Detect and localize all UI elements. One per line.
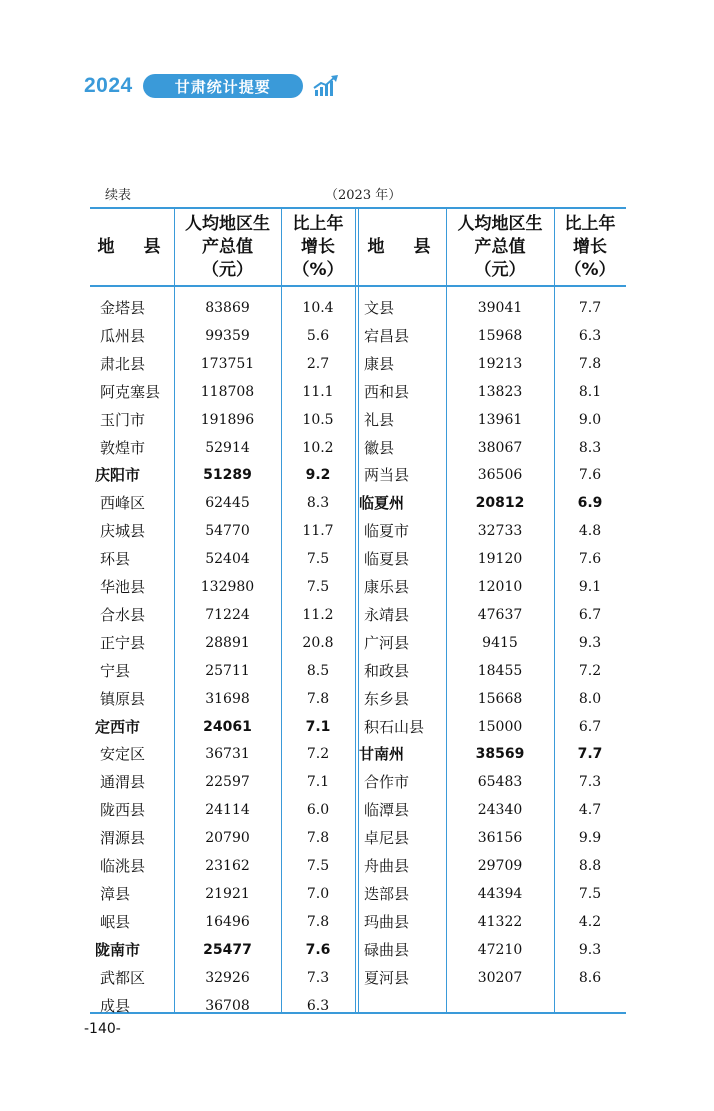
header-region-label: 地 县 bbox=[367, 236, 437, 257]
gdp-per-capita-value: 24114 bbox=[205, 802, 250, 819]
gdp-per-capita-value: 71224 bbox=[205, 606, 250, 623]
region-name: 临夏县 bbox=[364, 550, 410, 569]
growth-rate-value: 9.2 bbox=[305, 467, 331, 484]
region-name: 文县 bbox=[364, 299, 395, 317]
table-row bbox=[90, 713, 626, 741]
gdp-per-capita-value: 83869 bbox=[205, 300, 250, 316]
gdp-per-capita-value: 65483 bbox=[477, 774, 523, 791]
growth-rate-value: 7.7 bbox=[577, 746, 603, 763]
region-name: 徽县 bbox=[364, 438, 395, 457]
region-name: 宁县 bbox=[100, 661, 131, 680]
gdp-per-capita-value: 44394 bbox=[477, 885, 523, 902]
table-row bbox=[90, 378, 626, 406]
header-gdp-right bbox=[446, 209, 554, 285]
growth-rate-value: 8.6 bbox=[578, 969, 602, 986]
region-name: 礼县 bbox=[364, 410, 395, 429]
region-name: 瓜州县 bbox=[100, 326, 146, 345]
region-name: 临潭县 bbox=[364, 801, 410, 820]
table-row bbox=[90, 964, 626, 992]
gdp-per-capita-value: 18455 bbox=[477, 662, 523, 679]
table-row bbox=[90, 852, 626, 880]
gdp-per-capita-value: 191896 bbox=[200, 411, 255, 428]
header-gdp-line1: 人均地区生 bbox=[185, 213, 270, 234]
table-year-note: （2023 年） bbox=[325, 188, 402, 203]
region-name: 玉门市 bbox=[100, 410, 146, 429]
gdp-per-capita-value: 12010 bbox=[477, 579, 523, 595]
growth-rate-value: 9.1 bbox=[578, 579, 602, 595]
gdp-per-capita-value: 36156 bbox=[477, 830, 523, 847]
header-growth-line1: 比上年 bbox=[564, 213, 616, 234]
table-row bbox=[90, 824, 626, 852]
region-name: 岷县 bbox=[100, 912, 131, 931]
region-name: 东乡县 bbox=[364, 689, 410, 708]
statistics-table bbox=[90, 207, 626, 1014]
table-row bbox=[90, 796, 626, 824]
gdp-per-capita-value: 54770 bbox=[205, 523, 250, 540]
region-name: 西和县 bbox=[364, 382, 410, 401]
region-name: 合水县 bbox=[100, 605, 146, 624]
region-name: 临夏市 bbox=[364, 522, 410, 541]
header-growth-unit: （%） bbox=[292, 259, 344, 280]
region-name: 舟曲县 bbox=[364, 857, 410, 875]
region-name: 金塔县 bbox=[100, 299, 146, 317]
header-growth-line1: 比上年 bbox=[292, 213, 344, 234]
growth-rate-value: 7.5 bbox=[578, 885, 602, 902]
region-name: 和政县 bbox=[364, 661, 410, 680]
header-growth-right bbox=[554, 209, 626, 285]
growth-rate-value: 7.8 bbox=[578, 355, 602, 372]
growth-rate-value: 6.3 bbox=[306, 997, 330, 1014]
region-name: 渭源县 bbox=[100, 829, 146, 848]
table-row bbox=[90, 601, 626, 629]
region-name: 陇南市 bbox=[95, 940, 141, 959]
table-row bbox=[90, 936, 626, 964]
header-gdp-line1: 人均地区生 bbox=[457, 213, 543, 234]
gdp-per-capita-value: 52404 bbox=[205, 551, 250, 568]
growth-rate-value: 7.8 bbox=[306, 690, 330, 707]
gdp-per-capita-value: 132980 bbox=[200, 579, 255, 595]
region-name: 阿克塞县 bbox=[100, 382, 161, 401]
gdp-per-capita-value: 32733 bbox=[477, 523, 523, 540]
gdp-per-capita-value: 19120 bbox=[477, 551, 523, 568]
region-name: 宕昌县 bbox=[364, 326, 410, 345]
gdp-per-capita-value: 173751 bbox=[200, 355, 255, 372]
region-name: 敦煌市 bbox=[100, 438, 146, 457]
growth-rate-value: 7.3 bbox=[578, 774, 602, 791]
growth-rate-value: 7.1 bbox=[306, 774, 330, 791]
region-name: 正宁县 bbox=[100, 633, 146, 652]
region-name: 西峰区 bbox=[100, 494, 146, 513]
growth-rate-value: 9.9 bbox=[578, 830, 602, 847]
gdp-per-capita-value: 36731 bbox=[205, 746, 250, 763]
header-growth-line2: 增长 bbox=[301, 236, 335, 257]
growth-rate-value: 8.0 bbox=[578, 690, 602, 707]
region-name: 合作市 bbox=[364, 773, 410, 792]
growth-rate-value: 8.1 bbox=[578, 383, 602, 400]
growth-rate-value: 11.7 bbox=[302, 523, 334, 540]
region-name: 卓尼县 bbox=[364, 829, 410, 848]
gdp-per-capita-value: 25477 bbox=[203, 941, 252, 958]
table-row bbox=[90, 740, 626, 768]
table-row bbox=[90, 685, 626, 713]
growth-rate-value: 8.3 bbox=[578, 439, 602, 456]
region-name: 安定区 bbox=[100, 745, 146, 764]
growth-rate-value: 7.1 bbox=[305, 718, 331, 735]
region-name: 碌曲县 bbox=[364, 940, 410, 959]
gdp-per-capita-value: 39041 bbox=[477, 300, 523, 316]
gdp-per-capita-value: 30207 bbox=[477, 969, 523, 986]
gdp-per-capita-value: 38067 bbox=[477, 439, 523, 456]
growth-rate-value: 10.4 bbox=[302, 300, 334, 316]
gdp-per-capita-value: 24061 bbox=[203, 718, 252, 735]
gdp-per-capita-value: 52914 bbox=[205, 439, 250, 456]
region-name: 积石山县 bbox=[364, 717, 425, 736]
header-region-right bbox=[358, 209, 446, 285]
growth-rate-value: 7.2 bbox=[306, 746, 330, 763]
gdp-per-capita-value: 51289 bbox=[203, 467, 252, 484]
growth-rate-value: 7.6 bbox=[578, 467, 602, 484]
region-name: 庆城县 bbox=[100, 522, 146, 541]
region-name: 陇西县 bbox=[100, 801, 146, 820]
growth-rate-value: 9.3 bbox=[578, 941, 602, 958]
gdp-per-capita-value: 23162 bbox=[205, 858, 250, 874]
growth-rate-value: 2.7 bbox=[306, 355, 330, 372]
page-number: -140- bbox=[84, 1021, 121, 1037]
gdp-per-capita-value: 19213 bbox=[477, 355, 523, 372]
header-gdp-unit: （元） bbox=[202, 259, 253, 280]
region-name: 永靖县 bbox=[364, 605, 410, 624]
growth-rate-value: 4.2 bbox=[578, 913, 602, 930]
growth-rate-value: 7.5 bbox=[306, 579, 330, 595]
table-row bbox=[90, 880, 626, 908]
growth-rate-value: 9.3 bbox=[578, 634, 602, 651]
region-name: 武都区 bbox=[100, 968, 146, 987]
gdp-per-capita-value: 21921 bbox=[205, 885, 250, 902]
gdp-per-capita-value: 9415 bbox=[482, 634, 518, 651]
growth-rate-value: 20.8 bbox=[302, 634, 334, 651]
growth-rate-value: 11.1 bbox=[302, 383, 334, 400]
growth-rate-value: 10.5 bbox=[302, 411, 334, 428]
region-name: 夏河县 bbox=[364, 968, 410, 987]
table-row bbox=[90, 992, 626, 1020]
growth-rate-value: 7.5 bbox=[306, 858, 330, 874]
gdp-per-capita-value: 20812 bbox=[475, 495, 525, 512]
gdp-per-capita-value: 62445 bbox=[205, 495, 250, 512]
growth-rate-value: 7.6 bbox=[578, 551, 602, 568]
gdp-per-capita-value: 41322 bbox=[477, 913, 523, 930]
header-gdp-left bbox=[174, 209, 281, 285]
growth-rate-value: 7.5 bbox=[306, 551, 330, 568]
table-row bbox=[90, 573, 626, 601]
table-continued-label: 续表 bbox=[105, 188, 132, 203]
gdp-per-capita-value: 29709 bbox=[477, 858, 523, 874]
region-name: 成县 bbox=[100, 996, 131, 1015]
growth-rate-value: 7.2 bbox=[578, 662, 602, 679]
chart-trend-icon bbox=[313, 74, 339, 98]
region-name: 甘南州 bbox=[359, 745, 405, 764]
table-row bbox=[90, 545, 626, 573]
table-row bbox=[90, 908, 626, 936]
gdp-per-capita-value: 25711 bbox=[205, 662, 250, 679]
region-name: 通渭县 bbox=[100, 773, 146, 792]
growth-rate-value: 8.5 bbox=[306, 662, 330, 679]
header-gdp-line2: 产总值 bbox=[474, 236, 526, 257]
region-name: 玛曲县 bbox=[364, 912, 410, 931]
table-row bbox=[90, 294, 626, 322]
growth-rate-value: 6.7 bbox=[578, 606, 602, 623]
growth-rate-value: 7.6 bbox=[305, 941, 331, 958]
gdp-per-capita-value: 31698 bbox=[205, 690, 250, 707]
region-name: 康县 bbox=[364, 354, 395, 373]
growth-rate-value: 8.8 bbox=[578, 858, 602, 874]
gdp-per-capita-value: 32926 bbox=[205, 969, 250, 986]
header-gdp-line2: 产总值 bbox=[202, 236, 253, 257]
growth-rate-value: 4.7 bbox=[578, 802, 602, 819]
gdp-per-capita-value: 22597 bbox=[205, 774, 250, 791]
table-row bbox=[90, 768, 626, 796]
header-region-label: 地 县 bbox=[97, 236, 167, 257]
header-growth-unit: （%） bbox=[564, 259, 616, 280]
header-year: 2024 bbox=[84, 74, 133, 97]
growth-rate-value: 11.2 bbox=[302, 606, 334, 623]
header-title: 甘肃统计提要 bbox=[143, 74, 303, 98]
growth-rate-value: 10.2 bbox=[302, 439, 334, 456]
table-row bbox=[90, 629, 626, 657]
growth-rate-value: 7.0 bbox=[306, 885, 330, 902]
region-name: 迭部县 bbox=[364, 884, 410, 903]
growth-rate-value: 7.7 bbox=[578, 300, 602, 316]
page-header bbox=[84, 72, 339, 100]
gdp-per-capita-value: 15968 bbox=[477, 327, 523, 344]
gdp-per-capita-value: 13961 bbox=[477, 411, 523, 428]
gdp-per-capita-value: 16496 bbox=[205, 913, 250, 930]
growth-rate-value: 6.9 bbox=[577, 495, 603, 512]
header-region-left bbox=[90, 209, 174, 285]
header-growth-left bbox=[281, 209, 355, 285]
gdp-per-capita-value: 36506 bbox=[477, 467, 523, 484]
region-name: 华池县 bbox=[100, 578, 146, 596]
gdp-per-capita-value: 24340 bbox=[477, 802, 523, 819]
gdp-per-capita-value: 13823 bbox=[477, 383, 523, 400]
growth-rate-value: 6.0 bbox=[306, 802, 330, 819]
gdp-per-capita-value: 20790 bbox=[205, 830, 250, 847]
header-growth-line2: 增长 bbox=[573, 236, 607, 257]
growth-rate-value: 9.0 bbox=[578, 411, 602, 428]
gdp-per-capita-value: 118708 bbox=[200, 383, 255, 400]
growth-rate-value: 7.8 bbox=[306, 830, 330, 847]
table-row bbox=[90, 434, 626, 462]
region-name: 临洮县 bbox=[100, 857, 146, 875]
table-row bbox=[90, 517, 626, 545]
growth-rate-value: 7.3 bbox=[306, 969, 330, 986]
gdp-per-capita-value: 15668 bbox=[477, 690, 523, 707]
region-name: 定西市 bbox=[95, 717, 141, 736]
region-name: 临夏州 bbox=[359, 494, 405, 513]
gdp-per-capita-value: 47210 bbox=[477, 941, 523, 958]
table-row bbox=[90, 322, 626, 350]
gdp-per-capita-value: 28891 bbox=[205, 634, 250, 651]
header-gdp-unit: （元） bbox=[474, 259, 526, 280]
region-name: 肃北县 bbox=[100, 354, 146, 373]
region-name: 康乐县 bbox=[364, 578, 410, 596]
table-row bbox=[90, 406, 626, 434]
region-name: 两当县 bbox=[364, 466, 410, 485]
region-name: 庆阳市 bbox=[95, 466, 141, 485]
gdp-per-capita-value: 15000 bbox=[477, 718, 523, 735]
growth-rate-value: 5.6 bbox=[306, 327, 330, 344]
growth-rate-value: 6.3 bbox=[578, 327, 602, 344]
gdp-per-capita-value: 36708 bbox=[205, 997, 250, 1014]
growth-rate-value: 8.3 bbox=[306, 495, 330, 512]
gdp-per-capita-value: 38569 bbox=[475, 746, 525, 763]
gdp-per-capita-value: 99359 bbox=[205, 327, 250, 344]
table-row bbox=[90, 657, 626, 685]
table-row bbox=[90, 350, 626, 378]
growth-rate-value: 6.7 bbox=[578, 718, 602, 735]
header-rule bbox=[90, 285, 626, 287]
region-name: 漳县 bbox=[100, 884, 131, 903]
growth-rate-value: 7.8 bbox=[306, 913, 330, 930]
table-row bbox=[90, 489, 626, 517]
gdp-per-capita-value: 47637 bbox=[477, 606, 523, 623]
region-name: 镇原县 bbox=[100, 689, 146, 708]
region-name: 环县 bbox=[100, 550, 131, 569]
growth-rate-value: 4.8 bbox=[578, 523, 602, 540]
region-name: 广河县 bbox=[364, 633, 410, 652]
table-row bbox=[90, 461, 626, 489]
